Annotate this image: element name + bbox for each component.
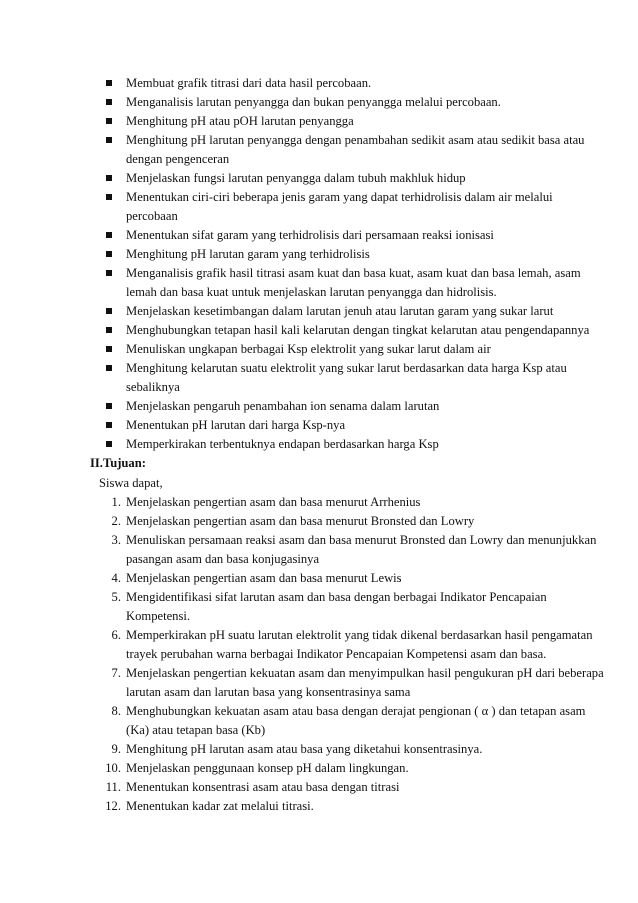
- list-item-text: Menjelaskan pengertian asam dan basa menurut Bronsted dan Lowry: [126, 514, 475, 528]
- list-item-text: Menentukan sifat garam yang terhidrolisis dari persamaan reaksi ionisasi: [126, 228, 494, 242]
- list-item-text: Menghitung pH larutan penyangga dengan penambahan sedikit asam atau sedikit basa atau dengan pengenceran: [126, 133, 585, 166]
- list-item: [105, 93, 595, 112]
- square-bullet-icon: [106, 327, 112, 333]
- square-bullet-icon: [106, 422, 112, 428]
- list-item-text: Menentukan pH larutan dari harga Ksp-nya: [126, 418, 346, 432]
- list-item: [99, 588, 604, 626]
- list-item: [99, 778, 604, 797]
- list-item-text: Menghubungkan tetapan hasil kali kelarutan dengan tingkat kelarutan atau pengendapannya: [126, 323, 590, 337]
- item-number: 7.: [111, 666, 121, 680]
- square-bullet-icon: [106, 308, 112, 314]
- list-item: [105, 302, 595, 321]
- list-item-text: Menentukan ciri-ciri beberapa jenis garam yang dapat terhidrolisis dalam air melalui percobaan: [126, 190, 553, 223]
- item-number: 2.: [111, 514, 121, 528]
- square-bullet-icon: [106, 441, 112, 447]
- item-number: 6.: [111, 628, 121, 642]
- list-item-text: Menjelaskan fungsi larutan penyangga dalam tubuh makhluk hidup: [126, 171, 466, 185]
- indicator-bullet-list: [105, 74, 595, 454]
- list-item: [99, 493, 604, 512]
- list-item: [105, 245, 595, 264]
- item-number: 3.: [111, 533, 121, 547]
- list-item: [105, 359, 595, 397]
- list-item-text: Menuliskan ungkapan berbagai Ksp elektrolit yang sukar larut dalam air: [126, 342, 491, 356]
- list-item-text: Menjelaskan pengaruh penambahan ion senama dalam larutan: [126, 399, 440, 413]
- item-number: 12.: [105, 799, 121, 813]
- list-item: [105, 321, 595, 340]
- list-item-text: Menjelaskan penggunaan konsep pH dalam lingkungan.: [126, 761, 409, 775]
- list-item-text: Menghitung pH larutan asam atau basa yang diketahui konsentrasinya.: [126, 742, 483, 756]
- list-item-text: Menghitung pH atau pOH larutan penyangga: [126, 114, 354, 128]
- square-bullet-icon: [106, 175, 112, 181]
- list-item: [99, 531, 604, 569]
- list-item-text: Menganalisis grafik hasil titrasi asam kuat dan basa kuat, asam kuat dan basa lemah, asam lemah dan basa kuat untuk menjelaskan larutan penyangga dan hidrolisis.: [126, 266, 581, 299]
- list-item: [105, 74, 595, 93]
- list-item-text: Menganalisis larutan penyangga dan bukan penyangga melalui percobaan.: [126, 95, 501, 109]
- list-item: [99, 626, 604, 664]
- list-item: [99, 512, 604, 531]
- list-item-text: Menjelaskan pengertian kekuatan asam dan menyimpulkan hasil pengukuran pH dari beberapa larutan asam dan larutan basa yang konsentrasinya sama: [126, 666, 604, 699]
- list-item-text: Menghubungkan kekuatan asam atau basa dengan derajat pengionan ( α ) dan tetapan asam (Ka) atau tetapan basa (Kb): [126, 704, 586, 737]
- square-bullet-icon: [106, 346, 112, 352]
- list-item-text: Menuliskan persamaan reaksi asam dan basa menurut Bronsted dan Lowry dan menunjukkan pasangan asam dan basa konjugasinya: [126, 533, 597, 566]
- square-bullet-icon: [106, 232, 112, 238]
- list-item: [105, 435, 595, 454]
- list-item-text: Mengidentifikasi sifat larutan asam dan basa dengan berbagai Indikator Pencapaian Kompetensi.: [126, 590, 547, 623]
- list-item: [105, 112, 595, 131]
- list-item: [105, 226, 595, 245]
- objectives-numbered-list: [99, 493, 604, 816]
- list-item-text: Menjelaskan kesetimbangan dalam larutan jenuh atau larutan garam yang sukar larut: [126, 304, 554, 318]
- list-item: [105, 264, 595, 302]
- square-bullet-icon: [106, 80, 112, 86]
- list-item: [99, 797, 604, 816]
- list-item-text: Menghitung kelarutan suatu elektrolit yang sukar larut berdasarkan data harga Ksp atau sebaliknya: [126, 361, 567, 394]
- list-item-text: Menghitung pH larutan garam yang terhidrolisis: [126, 247, 370, 261]
- list-item-text: Menjelaskan pengertian asam dan basa menurut Arrhenius: [126, 495, 421, 509]
- list-item: [105, 397, 595, 416]
- list-item-text: Menjelaskan pengertian asam dan basa menurut Lewis: [126, 571, 402, 585]
- list-item: [105, 188, 595, 226]
- square-bullet-icon: [106, 251, 112, 257]
- section-intro: Siswa dapat,: [99, 476, 163, 490]
- item-number: 11.: [105, 780, 121, 794]
- list-item-text: Menentukan kadar zat melalui titrasi.: [126, 799, 314, 813]
- list-item: [99, 740, 604, 759]
- square-bullet-icon: [106, 137, 112, 143]
- square-bullet-icon: [106, 118, 112, 124]
- list-item: [105, 169, 595, 188]
- list-item: [105, 416, 595, 435]
- list-item: [99, 702, 604, 740]
- list-item-text: Memperkirakan pH suatu larutan elektrolit yang tidak dikenal berdasarkan hasil pengamatan trayek perubahan warna berbagai Indikator Pencapaian Kompetensi asam dan basa.: [126, 628, 593, 661]
- list-item: [105, 340, 595, 359]
- list-item-text: Membuat grafik titrasi dari data hasil percobaan.: [126, 76, 372, 90]
- item-number: 10.: [105, 761, 121, 775]
- square-bullet-icon: [106, 403, 112, 409]
- item-number: 8.: [111, 704, 121, 718]
- list-item-text: Menentukan konsentrasi asam atau basa dengan titrasi: [126, 780, 400, 794]
- square-bullet-icon: [106, 365, 112, 371]
- section-heading: II.Tujuan:: [90, 456, 146, 470]
- item-number: 4.: [111, 571, 121, 585]
- square-bullet-icon: [106, 270, 112, 276]
- item-number: 9.: [111, 742, 121, 756]
- square-bullet-icon: [106, 99, 112, 105]
- list-item: [105, 131, 595, 169]
- square-bullet-icon: [106, 194, 112, 200]
- item-number: 1.: [111, 495, 121, 509]
- list-item: [99, 664, 604, 702]
- item-number: 5.: [111, 590, 121, 604]
- list-item: [99, 569, 604, 588]
- list-item: [99, 759, 604, 778]
- list-item-text: Memperkirakan terbentuknya endapan berdasarkan harga Ksp: [126, 437, 439, 451]
